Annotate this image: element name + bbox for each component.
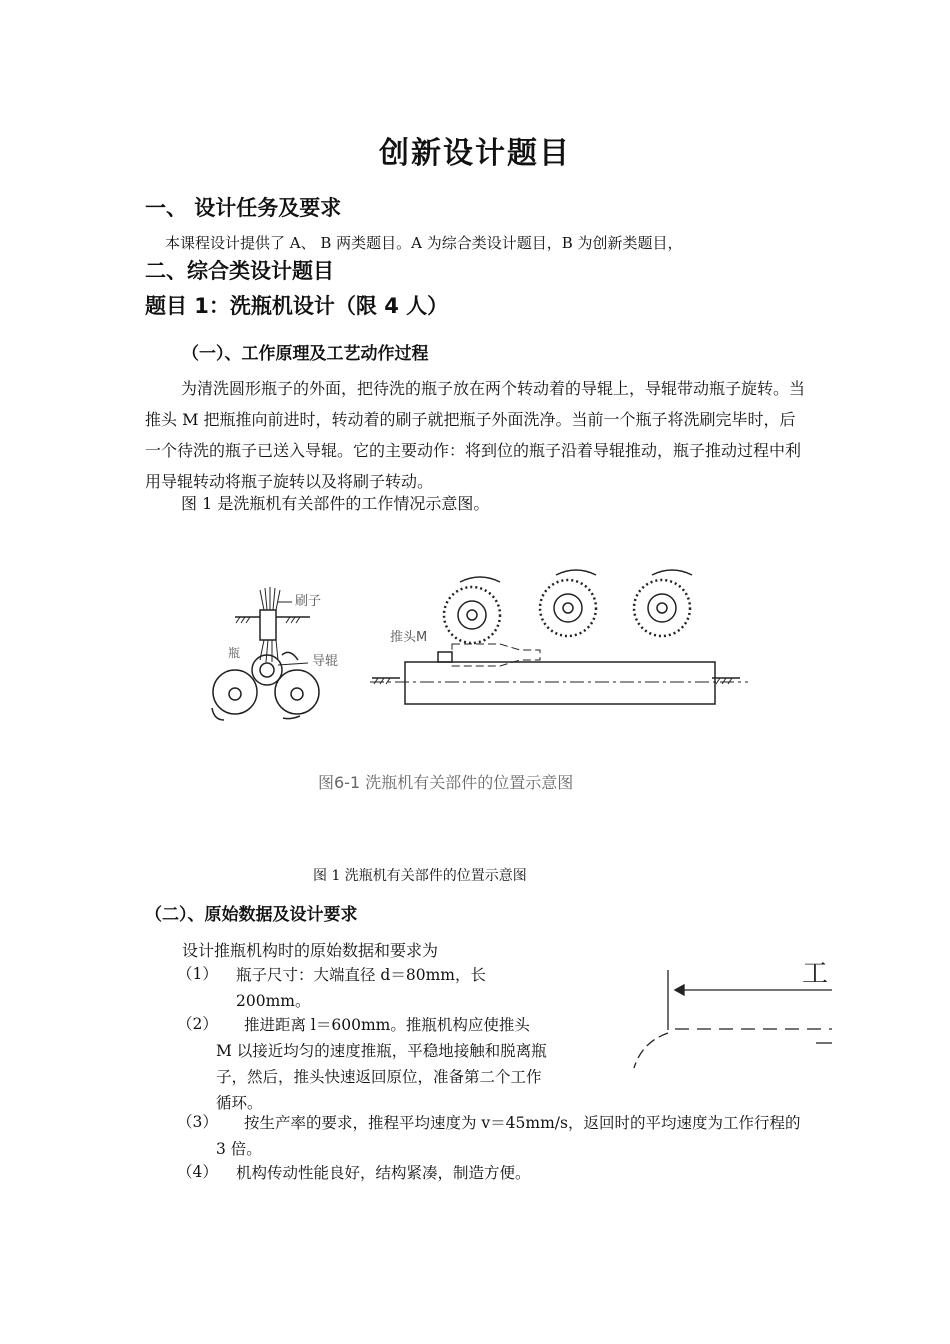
bottle-washer-diagram xyxy=(200,560,760,730)
figure-inner-caption: 图6-1 洗瓶机有关部件的位置示意图 xyxy=(318,773,574,792)
roller-right xyxy=(275,670,319,714)
side-diagram-label: 工 xyxy=(802,959,829,989)
guide-rail xyxy=(405,662,715,704)
push-stroke-diagram xyxy=(620,950,840,1075)
section2-heading: 二、综合类设计题目 xyxy=(145,259,334,283)
rotation-arrow-top xyxy=(282,652,298,660)
brush-holder xyxy=(260,610,276,640)
rail-brush-1 xyxy=(444,577,500,643)
pusher-head xyxy=(438,652,452,662)
arrow-head xyxy=(675,985,684,995)
sub2-heading: （二）、原始数据及设计要求 xyxy=(145,905,358,925)
item3-text: 按生产率的要求，推程平均速度为 v＝45mm/s，返回时的平均速度为工作行程的 3 倍。 xyxy=(216,1114,801,1158)
item2-number: （2） xyxy=(177,1015,218,1033)
label-bottle: 瓶 xyxy=(228,646,241,660)
section1-heading: 一、 设计任务及要求 xyxy=(145,196,342,220)
figure-caption: 图 1 洗瓶机有关部件的位置示意图 xyxy=(313,868,527,884)
sub1-paragraph: 为清洗圆形瓶子的外面，把待洗的瓶子放在两个转动着的导辊上，导辊带动瓶子旋转。当推头 M 把瓶推向前进时，转动着的刷子就把瓶子外面洗净。当前一个瓶子将洗刷完毕时，后一个待洗的瓶子已送入导辊。它的主要动作：将到位的瓶子沿着导辊推动，瓶子推动过程中利用导辊转动将瓶子旋转以及将刷子转动。 xyxy=(145,379,806,491)
item2-text: 推进距离 l＝600mm。推瓶机构应使推头 M 以接近均匀的速度推瓶，平稳地接触和脱离瓶子，然后，推头快速返回原位，准备第二个工作循环。 xyxy=(216,1016,547,1112)
sub1-heading: （一）、工作原理及工艺动作过程 xyxy=(182,344,429,364)
rail-brush-2 xyxy=(540,570,596,636)
ground-hatch-right xyxy=(374,678,732,684)
rotation-arrow-right xyxy=(283,716,300,719)
section1-text: 本课程设计提供了 A、 B 两类题目。A 为综合类设计题目，B 为创新类题目， xyxy=(165,234,683,252)
topic1-heading: 题目 1：洗瓶机设计（限 4 人） xyxy=(145,294,449,318)
item1-number: （1） xyxy=(177,965,218,983)
roller-right-hub xyxy=(291,688,303,700)
label-pusher: 推头M xyxy=(390,630,428,645)
dashed-curve xyxy=(634,1033,668,1068)
item4-number: （4） xyxy=(177,1163,218,1181)
figure-reference: 图 1 是洗瓶机有关部件的工作情况示意图。 xyxy=(181,494,490,513)
label-roller: 导辊 xyxy=(312,654,339,669)
roller-left-hub xyxy=(229,688,241,700)
roller-left xyxy=(213,670,257,714)
label-brush: 刷子 xyxy=(295,594,322,609)
item3-number: （3） xyxy=(177,1113,218,1131)
page-title: 创新设计题目 xyxy=(379,136,571,171)
sub2-intro: 设计推瓶机构时的原始数据和要求为 xyxy=(182,941,439,960)
rail-brush-3 xyxy=(634,570,692,636)
item1-text: 瓶子尺寸：大端直径 d＝80mm，长 200mm。 xyxy=(236,966,486,1010)
bottle-inner xyxy=(260,663,274,677)
item4-text: 机构传动性能良好，结构紧凑，制造方便。 xyxy=(236,1164,531,1182)
